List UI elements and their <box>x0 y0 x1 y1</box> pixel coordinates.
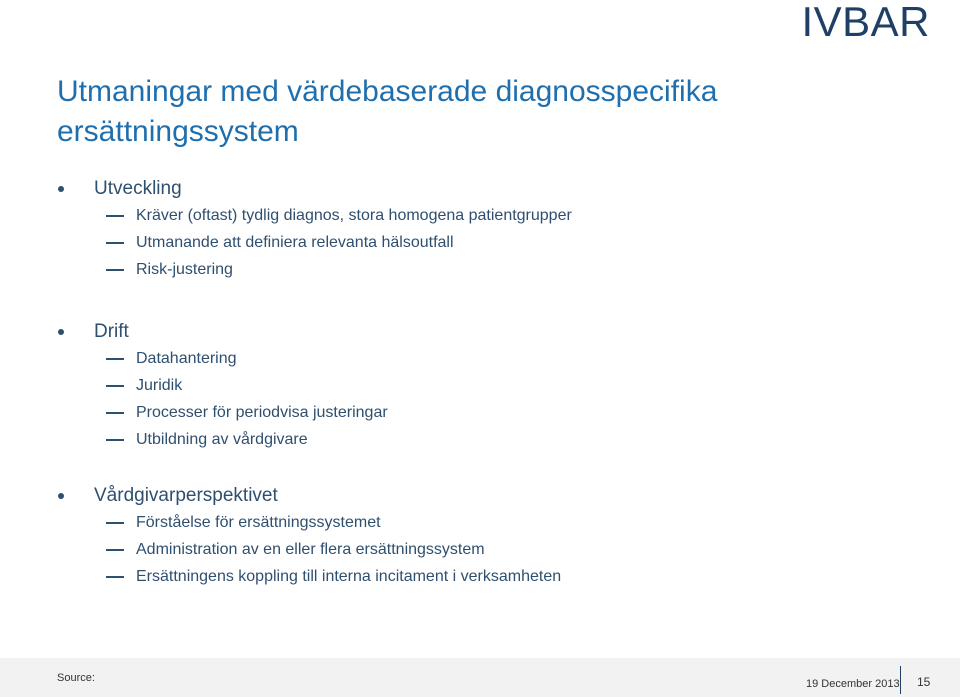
bullet-dot-icon <box>58 329 64 335</box>
list-item-text: Ersättningens koppling till interna incitament i verksamheten <box>136 568 562 585</box>
dash-bullet-icon <box>106 242 124 244</box>
list-item-text: Risk-justering <box>136 261 233 278</box>
list-item-text: Administration av en eller flera ersättningssystem <box>136 541 485 558</box>
dash-bullet-icon <box>106 358 124 360</box>
list-item <box>57 345 388 372</box>
dash-bullet-icon <box>106 215 124 217</box>
list-item-text: Processer för periodvisa justeringar <box>136 404 388 421</box>
section-heading <box>57 319 388 345</box>
dash-bullet-icon <box>106 385 124 387</box>
dash-bullet-icon <box>106 549 124 551</box>
list-item <box>57 426 388 453</box>
bullet-dot-icon <box>58 186 64 192</box>
list-item-text: Förståelse för ersättningssystemet <box>136 514 381 531</box>
section-vardgivarperspektivet <box>57 483 561 590</box>
section-drift <box>57 319 388 453</box>
dash-bullet-icon <box>106 576 124 578</box>
footer-date: 19 December 2013 <box>806 678 900 690</box>
list-item <box>57 372 388 399</box>
section-utveckling <box>57 176 572 283</box>
list-item <box>57 563 561 590</box>
dash-bullet-icon <box>106 522 124 524</box>
dash-bullet-icon <box>106 412 124 414</box>
bullet-dot-icon <box>58 493 64 499</box>
list-item <box>57 229 572 256</box>
section-heading-text: Vårdgivarperspektivet <box>94 485 278 506</box>
list-item <box>57 399 388 426</box>
list-item <box>57 536 561 563</box>
section-heading <box>57 483 561 509</box>
dash-bullet-icon <box>106 439 124 441</box>
list-item <box>57 256 572 283</box>
section-heading-text: Utveckling <box>94 178 182 199</box>
ivbar-logo: IVBAR <box>801 0 930 45</box>
section-heading <box>57 176 572 202</box>
list-item-text: Utmanande att definiera relevanta hälsoutfall <box>136 234 454 251</box>
source-label: Source: <box>57 672 95 684</box>
list-item <box>57 509 561 536</box>
list-item <box>57 202 572 229</box>
slide-title: Utmaningar med värdebaserade diagnosspecifika ersättningssystem <box>57 75 718 148</box>
footer-divider <box>900 666 901 694</box>
page-number: 15 <box>917 675 931 689</box>
list-item-text: Datahantering <box>136 350 237 367</box>
list-item-text: Kräver (oftast) tydlig diagnos, stora homogena patientgrupper <box>136 207 572 224</box>
section-heading-text: Drift <box>94 321 129 342</box>
dash-bullet-icon <box>106 269 124 271</box>
list-item-text: Utbildning av vårdgivare <box>136 431 308 448</box>
list-item-text: Juridik <box>136 377 183 394</box>
slide-footer <box>0 658 960 697</box>
